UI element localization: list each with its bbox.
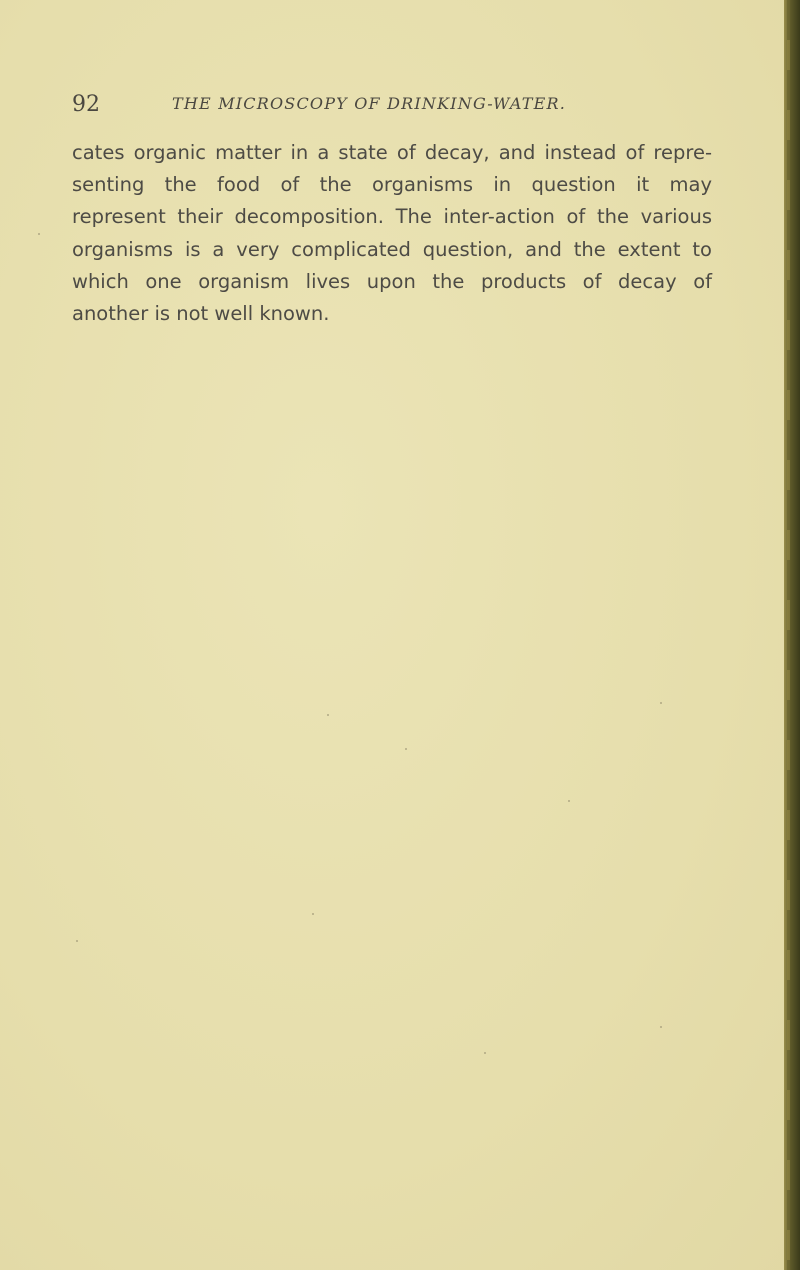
- text-line: senting the food of the organisms in question it may: [72, 173, 712, 197]
- paper-speck: [312, 913, 314, 915]
- page-edge-texture: [787, 0, 790, 1270]
- text-line: another is not well known.: [72, 302, 330, 326]
- paper-speck: [405, 748, 407, 750]
- page-header: [72, 92, 692, 122]
- paper-speck: [484, 1052, 486, 1054]
- text-line: represent their decomposition. The inter-action of the various: [72, 205, 712, 229]
- body-paragraph: [72, 137, 712, 330]
- paper-speck: [76, 940, 78, 942]
- paper-speck: [327, 714, 329, 716]
- paper-speck: [568, 800, 570, 802]
- text-line: organisms is a very complicated question, and the extent to: [72, 237, 712, 261]
- paper-speck: [660, 1026, 662, 1028]
- paper-speck: [660, 702, 662, 704]
- text-line: cates organic matter in a state of decay, and instead of repre-: [72, 141, 712, 164]
- text-line: which one organism lives upon the products of decay of: [72, 269, 712, 293]
- running-title: THE MICROSCOPY OF DRINKING-WATER.: [172, 94, 567, 113]
- paper-speck: [38, 233, 40, 235]
- page-number: 92: [72, 92, 100, 117]
